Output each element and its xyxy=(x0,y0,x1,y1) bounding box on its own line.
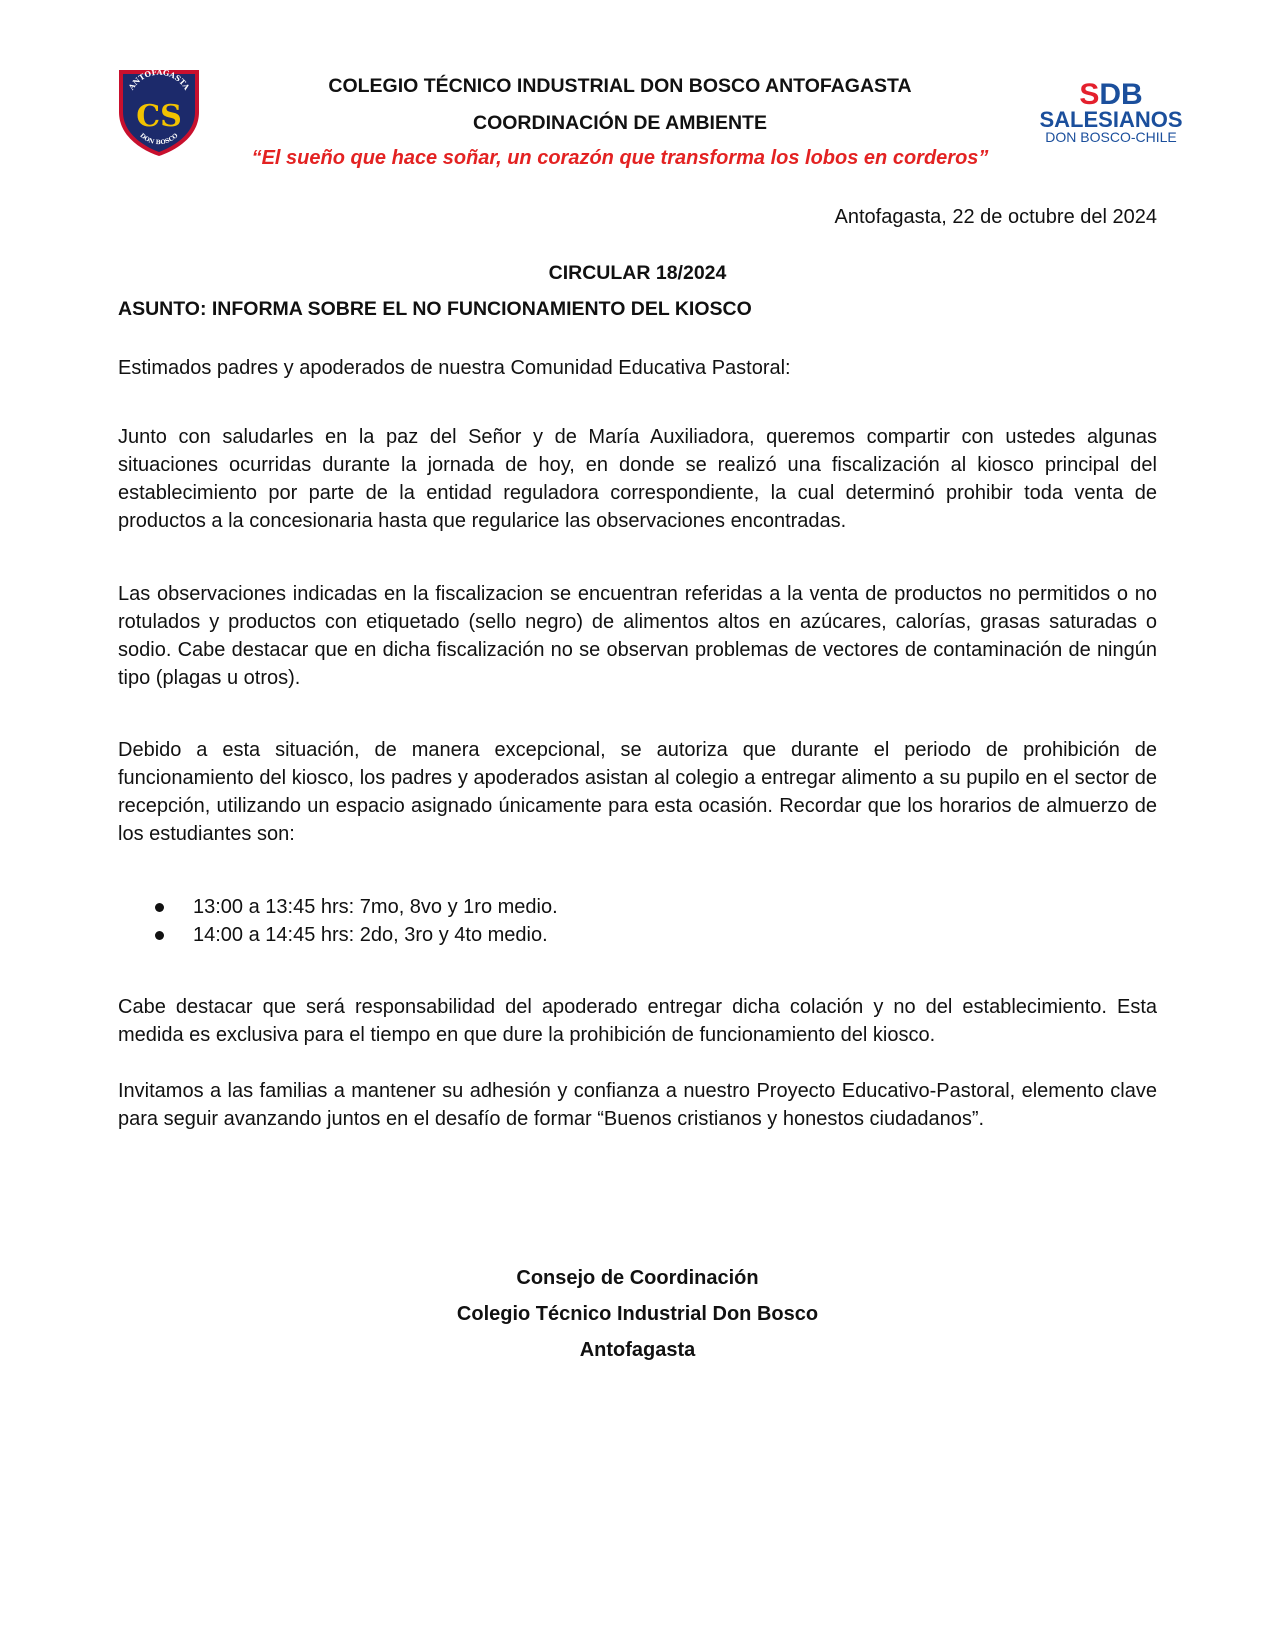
paragraph-invitation: Invitamos a las familias a mantener su adhesión y confianza a nuestro Proyecto Educativo-Pastoral, elemento clave para seguir avanzando juntos en el desafío de formar “Buenos cristianos y honestos ciudadanos”. xyxy=(118,1080,1157,1130)
salesianos-logo xyxy=(1036,76,1186,148)
greeting: Estimados padres y apoderados de nuestra Comunidad Educativa Pastoral: xyxy=(118,357,791,379)
signature-school: Colegio Técnico Industrial Don Bosco xyxy=(456,1303,819,1325)
paragraph-authorization: Debido a esta situación, de manera excepcional, se autoriza que durante el periodo de prohibición de funcionamiento del kiosco, los padres y apoderados asistan al colegio a entregar alimento a su pupilo en el sector de recepción, utilizando un espacio asignado únicamente para esta ocasión. Recordar que los horarios de almuerzo de los estudiantes son: xyxy=(118,739,1157,845)
crest-top-text: ANTOFAGASTA xyxy=(126,67,192,92)
salesianos-name: SALESIANOS xyxy=(1039,107,1183,132)
paragraph-intro: Junto con saludarles en la paz del Señor y de María Auxiliadora, queremos compartir con ustedes algunas situaciones ocurridas durante la jornada de hoy, en donde se realizó una fiscalización al kiosco principal del establecimiento por parte de la entidad reguladora correspondiente, la cual determinó prohibir toda venta de productos a la concesionaria hasta que regularice las observaciones encontradas. xyxy=(118,426,1157,532)
circular-number: CIRCULAR 18/2024 xyxy=(548,262,727,284)
schedule-item-text: 14:00 a 14:45 hrs: 2do, 3ro y 4to medio. xyxy=(193,924,548,946)
school-crest-logo xyxy=(117,66,201,158)
salesianos-subtitle: DON BOSCO-CHILE xyxy=(1045,129,1177,145)
crest-monogram: CS xyxy=(136,99,182,134)
list-item xyxy=(118,893,558,921)
paragraph-observations: Las observaciones indicadas en la fiscalizacion se encuentran referidas a la venta de productos no permitidos o no rotulados y productos con etiquetado (sello negro) de alimentos altos en azúcares, calorías, grasas saturadas o sodio. Cabe destacar que en dicha fiscalización no se observan problemas de vectores de contaminación de ningún tipo (plagas u otros). xyxy=(118,583,1157,689)
paragraph-responsibility: Cabe destacar que será responsabilidad del apoderado entregar dicha colación y no del establecimiento. Esta medida es exclusiva para el tiempo en que dure la prohibición de funcionamiento del kiosco. xyxy=(118,996,1157,1046)
document-date: Antofagasta, 22 de octubre del 2024 xyxy=(834,206,1157,228)
crest-bottom-text: DON BOSCO xyxy=(138,132,180,147)
department-name: COORDINACIÓN DE AMBIENTE xyxy=(473,112,767,134)
subject-line: ASUNTO: INFORMA SOBRE EL NO FUNCIONAMIENTO DEL KIOSCO xyxy=(118,298,752,320)
sdb-mark: SDB xyxy=(1079,78,1143,111)
bullet-icon xyxy=(155,931,164,940)
school-name: COLEGIO TÉCNICO INDUSTRIAL DON BOSCO ANTOFAGASTA xyxy=(328,75,912,97)
bullet-icon xyxy=(155,903,164,912)
lunch-schedule-list xyxy=(118,893,558,949)
list-item xyxy=(118,921,558,949)
signature-city: Antofagasta xyxy=(579,1339,696,1361)
signature-council: Consejo de Coordinación xyxy=(516,1267,759,1289)
schedule-item-text: 13:00 a 13:45 hrs: 7mo, 8vo y 1ro medio. xyxy=(193,896,558,918)
school-motto: “El sueño que hace soñar, un corazón que transforma los lobos en corderos” xyxy=(251,147,989,169)
